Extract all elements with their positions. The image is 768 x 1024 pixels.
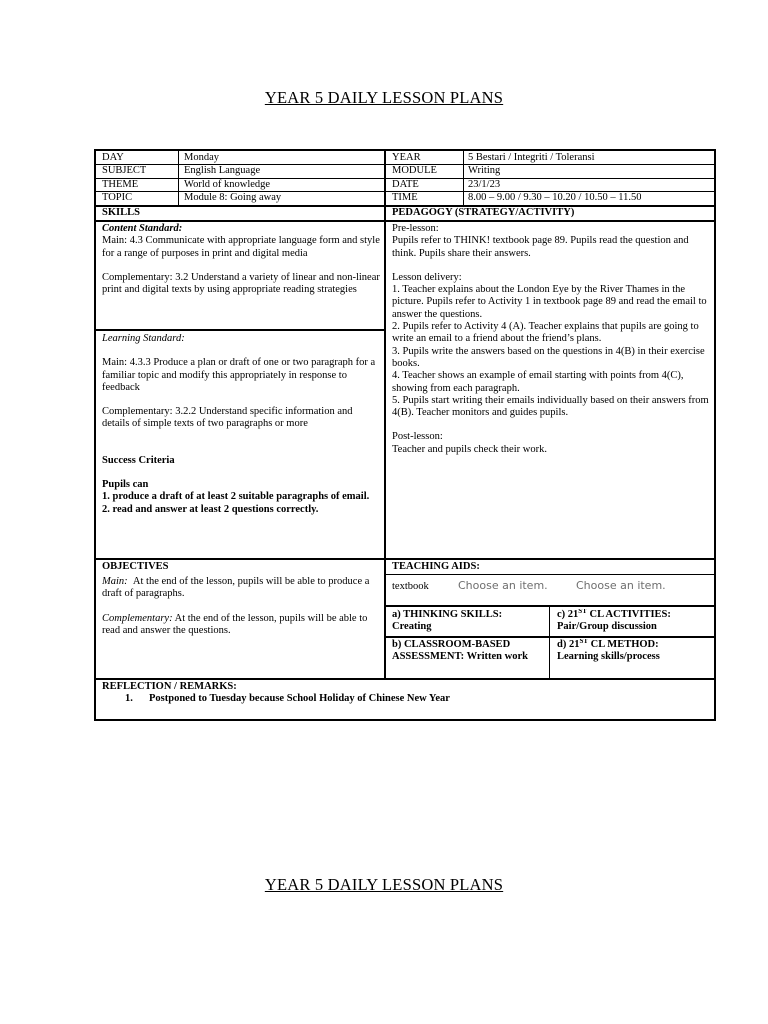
time-label: TIME bbox=[392, 192, 418, 203]
assessment-value: Written work bbox=[466, 651, 528, 663]
reflection-item-text: Postponed to Tuesday because School Holiday of Chinese New Year bbox=[149, 693, 450, 704]
learning-standard-main: Main: 4.3.3 Produce a plan or draft of one or two paragraph for a familiar topic and modify this appropriately in response to feedback bbox=[102, 357, 376, 393]
objective-main-text: At the end of the lesson, pupils will be able to produce a draft of paragraphs. bbox=[102, 576, 370, 600]
teaching-aid-dropdown-1[interactable]: Choose an item. bbox=[458, 580, 548, 592]
cl-activities-value: Pair/Group discussion bbox=[557, 621, 657, 633]
skills-heading: SKILLS bbox=[102, 207, 140, 218]
year-value: 5 Bestari / Integriti / Toleransi bbox=[468, 152, 595, 163]
cl-activities bbox=[557, 609, 713, 634]
page-title: YEAR 5 DAILY LESSON PLANS bbox=[264, 88, 504, 107]
subject-value: English Language bbox=[184, 165, 261, 176]
objective-main-label: Main: bbox=[102, 576, 128, 587]
post-lesson-label: Post-lesson: bbox=[392, 431, 443, 443]
pedagogy-heading: PEDAGOGY (STRATEGY/ACTIVITY) bbox=[392, 207, 575, 218]
thinking-skills bbox=[392, 609, 546, 634]
day-label: DAY bbox=[102, 152, 124, 163]
content-standard-complementary: Complementary: 3.2 Understand a variety of linear and non-linear print and digital texts by using appropriate reading strategies bbox=[102, 271, 380, 296]
lesson-step: 5. Pupils start writing their emails individually based on their answers from 4(B). Teacher monitors and guides pupils. bbox=[392, 394, 709, 419]
objective-comp-label: Complementary: bbox=[102, 612, 173, 624]
page-title-2: YEAR 5 DAILY LESSON PLANS bbox=[264, 875, 504, 894]
topic-label: TOPIC bbox=[102, 192, 133, 203]
topic-value: Module 8: Going away bbox=[184, 192, 282, 203]
objectives-content bbox=[102, 576, 380, 637]
time-value: 8.00 – 9.00 / 9.30 – 10.20 / 10.50 – 11.50 bbox=[468, 192, 642, 203]
module-value: Writing bbox=[468, 165, 501, 176]
date-value: 23/1/23 bbox=[468, 179, 501, 190]
pre-lesson-label: Pre-lesson: bbox=[392, 223, 439, 234]
lesson-step: 2. Pupils refer to Activity 4 (A). Teacher explains that pupils are going to write an email to a friend about the friend’s plans. bbox=[392, 321, 699, 345]
lesson-plan-table bbox=[94, 149, 716, 721]
content-standard bbox=[102, 223, 380, 296]
module-label: MODULE bbox=[392, 165, 437, 176]
date-label: DATE bbox=[392, 179, 419, 190]
reflection-item-number: 1. bbox=[125, 693, 133, 704]
success-criteria-label: Success Criteria bbox=[102, 454, 175, 466]
learning-standard-complementary: Complementary: 3.2.2 Understand specific information and details of simple texts of two paragraphs or more bbox=[102, 406, 353, 430]
teaching-aids-heading: TEACHING AIDS: bbox=[392, 561, 480, 572]
pre-lesson-text: Pupils refer to THINK! textbook page 89. Pupils read the question and think. Pupils share their answers. bbox=[392, 235, 689, 259]
theme-label: THEME bbox=[102, 179, 139, 190]
year-label: YEAR bbox=[392, 152, 421, 163]
cl-method bbox=[557, 639, 713, 664]
learning-standard-label: Learning Standard: bbox=[102, 333, 185, 344]
pedagogy-content bbox=[392, 223, 710, 456]
content-standard-label: Content Standard: bbox=[102, 223, 183, 234]
cl-method-value: Learning skills/process bbox=[557, 651, 660, 663]
day-value: Monday bbox=[184, 152, 219, 163]
assessment-label: b) CLASSROOM-BASED ASSESSMENT: bbox=[392, 639, 511, 663]
post-lesson-text: Teacher and pupils check their work. bbox=[392, 443, 547, 455]
thinking-skills-label: a) THINKING SKILLS: bbox=[392, 609, 503, 620]
objective-comp-text: At the end of the lesson, pupils will be able to read and answer the questions. bbox=[102, 612, 368, 636]
lesson-delivery-label: Lesson delivery: bbox=[392, 271, 462, 283]
classroom-assessment bbox=[392, 639, 546, 664]
cl-method-label: d) 21ST CL METHOD: bbox=[557, 639, 659, 650]
content-standard-main: Main: 4.3 Communicate with appropriate language form and style for a range of purposes in print and digital media bbox=[102, 235, 380, 259]
thinking-skills-value: Creating bbox=[392, 621, 432, 633]
theme-value: World of knowledge bbox=[184, 179, 271, 190]
reflection-heading: REFLECTION / REMARKS: bbox=[102, 681, 237, 692]
learning-standard bbox=[102, 333, 380, 516]
teaching-aid-item: textbook bbox=[392, 581, 429, 592]
lesson-step: 1. Teacher explains about the London Eye by the River Thames in the picture. Pupils refer to Activity 1 in textbook page 89 and read the email to answer the questions. bbox=[392, 284, 707, 320]
success-criterion-1: 1. produce a draft of at least 2 suitable paragraphs of email. bbox=[102, 491, 370, 503]
subject-label: SUBJECT bbox=[102, 165, 147, 176]
teaching-aid-dropdown-2[interactable]: Choose an item. bbox=[576, 580, 666, 592]
success-criterion-2: 2. read and answer at least 2 questions correctly. bbox=[102, 503, 319, 515]
pupils-can-label: Pupils can bbox=[102, 479, 149, 491]
lesson-step: 3. Pupils write the answers based on the questions in 4(B) in their exercise books. bbox=[392, 345, 705, 369]
lesson-step: 4. Teacher shows an example of email starting with points from 4(C), showing from each paragraph. bbox=[392, 370, 684, 394]
objectives-heading: OBJECTIVES bbox=[102, 561, 169, 572]
cl-activities-label: c) 21ST CL ACTIVITIES: bbox=[557, 609, 671, 620]
